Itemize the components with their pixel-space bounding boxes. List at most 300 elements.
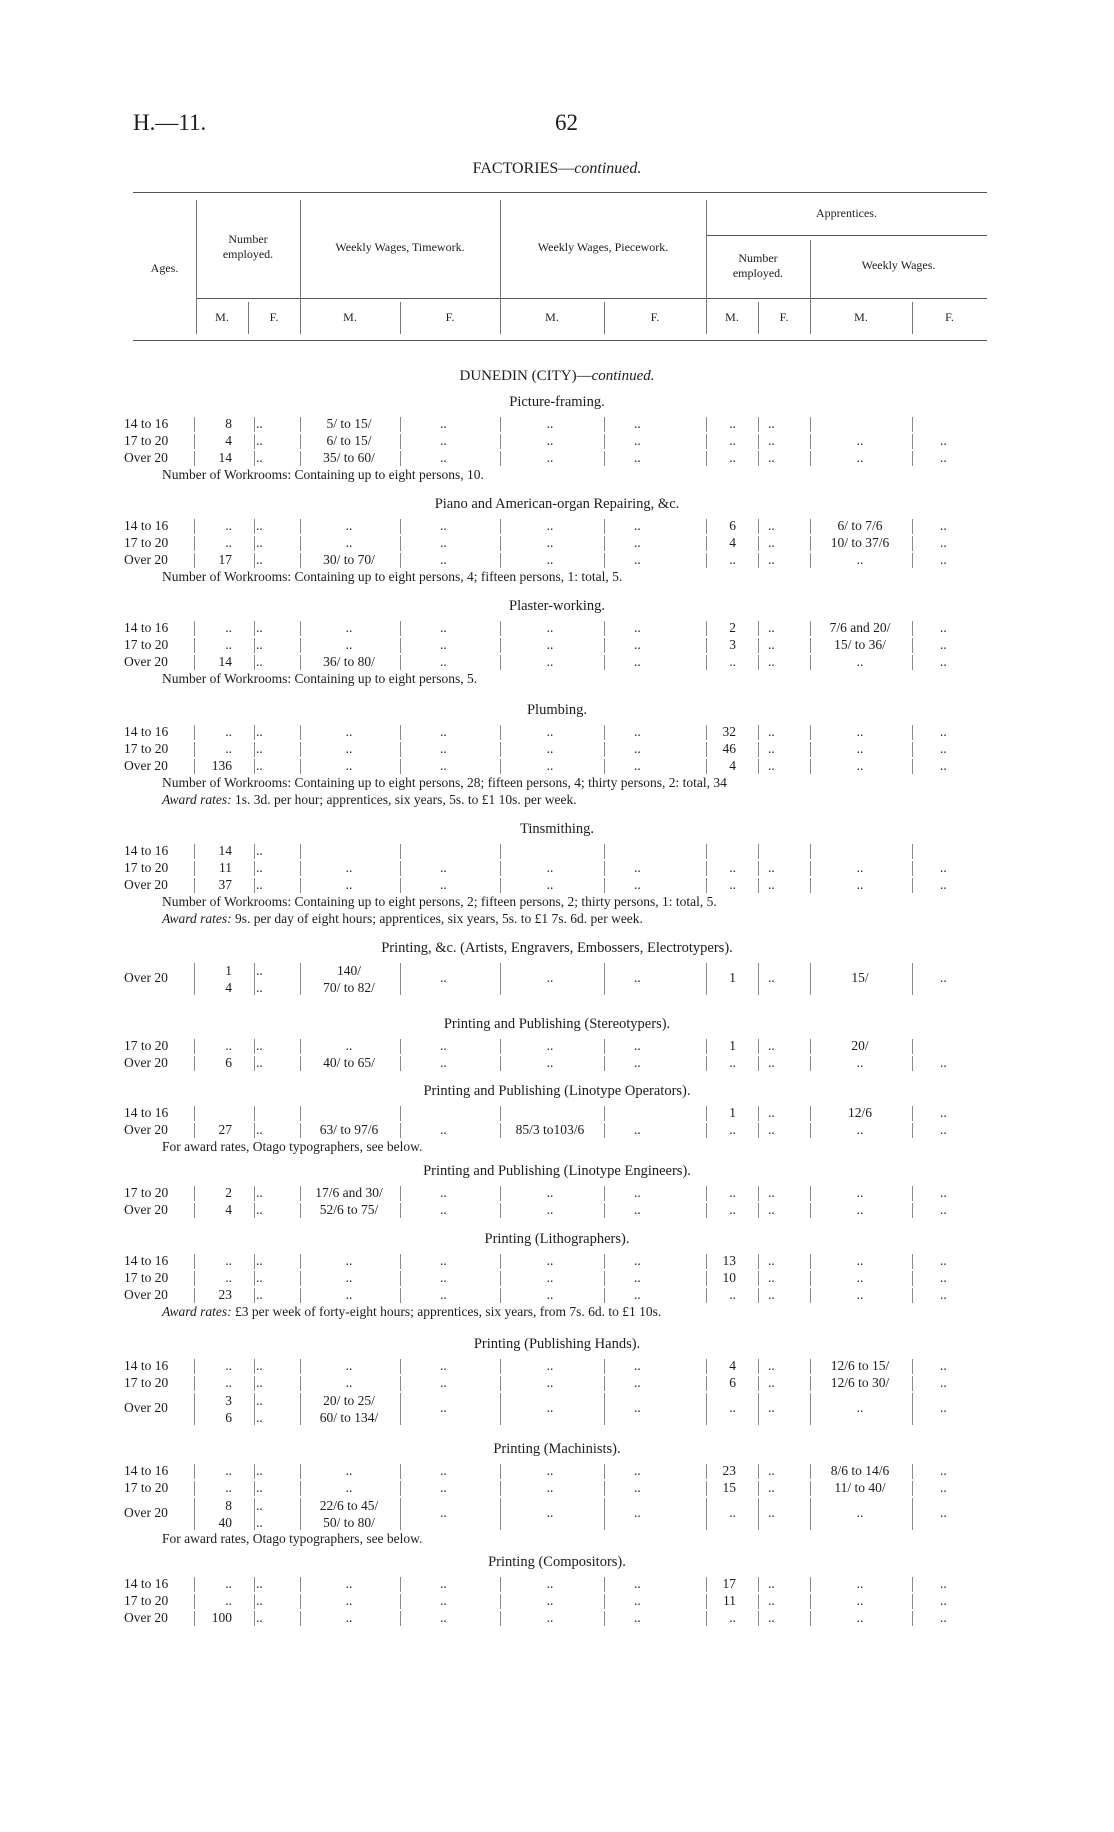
column-rule: [758, 963, 759, 995]
column-rule: [912, 1288, 913, 1303]
cell-aw-f: ..: [940, 970, 947, 985]
cell-tw-f: ..: [440, 1202, 447, 1217]
cell-tw-f: ..: [440, 758, 447, 773]
table-row: [0, 620, 1114, 637]
f-header: F.: [269, 310, 279, 324]
cell-ap-f: ..: [768, 1185, 775, 1200]
column-rule: [254, 1203, 255, 1218]
cell-line: 70/ to 82/: [323, 980, 375, 995]
cell-num-m: [196, 962, 232, 996]
cell-ap-f: ..: [768, 877, 775, 892]
cell-tw-m: ..: [345, 1463, 353, 1478]
column-rule: [912, 1577, 913, 1592]
cell-aw-m: 8/6 to 14/6: [830, 1463, 890, 1478]
cell-pw-m: ..: [546, 1480, 554, 1495]
cell-num-m: 27: [218, 1122, 232, 1137]
column-rule: [604, 434, 605, 449]
column-rule: [400, 434, 401, 449]
cell-num-f: ..: [256, 724, 263, 739]
cell-tw-f: ..: [440, 552, 447, 567]
column-rule: [194, 1271, 195, 1286]
column-rule: [194, 536, 195, 551]
column-rule: [400, 1186, 401, 1201]
cell-pw-m: ..: [546, 637, 554, 652]
cell-ap-m: ..: [729, 1505, 736, 1520]
cell-num-f: ..: [256, 860, 263, 875]
cell-age: 17 to 20: [124, 1270, 169, 1285]
table-row: [0, 860, 1114, 877]
column-rule: [400, 725, 401, 740]
section-title: Plaster-working.: [509, 598, 605, 614]
cell-line: 140/: [336, 963, 361, 978]
cell-tw-f: ..: [440, 724, 447, 739]
column-rule: [758, 434, 759, 449]
cell-aw-m: ..: [856, 1505, 864, 1520]
column-rule: [912, 536, 913, 551]
cell-age: 14 to 16: [124, 1463, 169, 1478]
apprentices-rule: [706, 235, 987, 236]
column-rule: [604, 878, 605, 893]
cell-pw-m: ..: [546, 1375, 554, 1390]
cell-pw-m: ..: [546, 1463, 554, 1478]
cell-ap-f: ..: [768, 620, 775, 635]
column-rule: [758, 638, 759, 653]
section-note: [162, 1531, 422, 1547]
cell-pw-f: ..: [634, 552, 641, 567]
cell-tw-m: ..: [345, 1593, 353, 1608]
column-rule: [912, 434, 913, 449]
column-rule: [758, 417, 759, 432]
column-rule: [400, 417, 401, 432]
cell-aw-f: ..: [940, 1505, 947, 1520]
column-rule: [912, 861, 913, 876]
column-rule: [194, 655, 195, 670]
cell-num-f: ..: [256, 1463, 263, 1478]
cell-tw-m: ..: [345, 724, 353, 739]
column-rule: [254, 861, 255, 876]
cell-num-m: 11: [219, 860, 232, 875]
table-row: [0, 962, 1114, 996]
cell-ap-f: ..: [768, 1270, 775, 1285]
cell-ap-f: ..: [768, 1202, 775, 1217]
table-row: [0, 1375, 1114, 1392]
column-rule: [194, 1039, 195, 1054]
column-rule: [758, 1393, 759, 1425]
m-header: M.: [545, 310, 559, 324]
cell-num-m: [196, 1392, 232, 1426]
cell-pw-f: ..: [634, 877, 641, 892]
cell-ap-m: 4: [729, 535, 736, 550]
cell-pw-m: ..: [546, 1610, 554, 1625]
cell-pw-f: ..: [634, 970, 641, 985]
cell-ap-m: ..: [729, 1185, 736, 1200]
number-employed-header: Number employed.: [222, 232, 274, 261]
cell-ap-f: ..: [768, 1593, 775, 1608]
column-rule: [400, 1056, 401, 1071]
cell-ap-m: 4: [729, 758, 736, 773]
cell-num-f: ..: [256, 1593, 263, 1608]
column-rule: [194, 1464, 195, 1479]
cell-ap-f: ..: [768, 741, 775, 756]
column-rule: [194, 1376, 195, 1391]
cell-age: 17 to 20: [124, 1480, 169, 1495]
section-title: Picture-framing.: [509, 394, 605, 410]
column-rule: [758, 1123, 759, 1138]
cell-ap-m: 4: [729, 1358, 736, 1373]
cell-aw-m: ..: [856, 860, 864, 875]
m-header: M.: [854, 310, 868, 324]
note-text: Number of Workrooms: Containing up to eight persons, 10.: [162, 467, 484, 482]
cell-num-f: ..: [256, 1202, 263, 1217]
cell-ap-f: ..: [768, 970, 775, 985]
cell-age: 14 to 16: [124, 518, 169, 533]
cell-age: Over 20: [124, 552, 168, 567]
cell-num-m: ..: [225, 620, 232, 635]
section-title: Piano and American-organ Repairing, &c.: [434, 496, 680, 512]
cell-tw-f: ..: [440, 518, 447, 533]
column-rule: [758, 519, 759, 534]
cell-line: 60/ to 134/: [319, 1410, 379, 1425]
cell-ap-f: ..: [768, 860, 775, 875]
section-note: [162, 1304, 661, 1320]
cell-aw-f: ..: [940, 450, 947, 465]
cell-tw-m: 35/ to 60/: [323, 450, 375, 465]
cell-aw-m: ..: [856, 1576, 864, 1591]
cell-ap-m: ..: [729, 450, 736, 465]
cell-ap-f: ..: [768, 1287, 775, 1302]
table-row: [0, 1497, 1114, 1531]
cell-ap-m: ..: [729, 552, 736, 567]
cell-tw-m: ..: [345, 741, 353, 756]
cell-tw-m: ..: [345, 1576, 353, 1591]
column-rule: [604, 1393, 605, 1425]
column-rule: [194, 963, 195, 995]
cell-ap-m: ..: [729, 1055, 736, 1070]
cell-tw-f: ..: [440, 637, 447, 652]
section-note: [162, 671, 477, 687]
cell-age: 17 to 20: [124, 1375, 169, 1390]
table-row: [0, 1610, 1114, 1627]
table-row: [0, 518, 1114, 535]
cell-age: 17 to 20: [124, 860, 169, 875]
column-rule: [400, 963, 401, 995]
column-rule: [604, 742, 605, 757]
cell-num-m: ..: [225, 1038, 232, 1053]
cell-ap-m: 11: [723, 1593, 736, 1608]
note-text: Number of Workrooms: Containing up to eight persons, 4; fifteen persons, 1: total, 5.: [162, 569, 623, 584]
cell-pw-m: ..: [546, 1185, 554, 1200]
cell-num-m: 17: [218, 552, 232, 567]
section-title: Printing and Publishing (Linotype Operators).: [423, 1083, 691, 1099]
cell-age: Over 20: [124, 1287, 168, 1302]
cell-num-f: ..: [256, 1375, 263, 1390]
cell-ap-m: 32: [722, 724, 736, 739]
column-rule: [500, 1106, 501, 1121]
cell-tw-f: ..: [440, 1593, 447, 1608]
cell-aw-m: ..: [856, 1610, 864, 1625]
cell-age: 17 to 20: [124, 741, 169, 756]
column-rule: [400, 1271, 401, 1286]
cell-ap-m: 13: [722, 1253, 736, 1268]
column-rule: [604, 1464, 605, 1479]
cell-ap-m: 6: [729, 1375, 736, 1390]
table-row: [0, 1270, 1114, 1287]
cell-aw-m: 15/: [851, 970, 869, 985]
table-row: [0, 843, 1114, 860]
cell-aw-m: ..: [856, 1593, 864, 1608]
column-rule: [758, 1577, 759, 1592]
table-row: [0, 450, 1114, 467]
cell-aw-f: ..: [940, 1253, 947, 1268]
cell-num-m: ..: [225, 637, 232, 652]
column-rule: [194, 759, 195, 774]
cell-num-f: ..: [256, 877, 263, 892]
cell-aw-f: ..: [940, 552, 947, 567]
cell-aw-m: ..: [856, 1270, 864, 1285]
column-rule: [758, 1498, 759, 1530]
cell-num-f: ..: [256, 1253, 263, 1268]
cell-ap-f: ..: [768, 433, 775, 448]
cell-age: 17 to 20: [124, 1185, 169, 1200]
cell-aw-f: ..: [940, 1122, 947, 1137]
column-rule: [912, 1254, 913, 1269]
cell-ap-m: ..: [729, 1610, 736, 1625]
column-rule: [194, 1254, 195, 1269]
column-rule: [194, 1203, 195, 1218]
f-header: F.: [650, 310, 660, 324]
column-rule: [604, 655, 605, 670]
cell-line: 50/ to 80/: [323, 1515, 375, 1530]
cell-tw-m: [300, 1497, 398, 1531]
cell-tw-m: ..: [345, 620, 353, 635]
award-rates-label: Award rates:: [162, 1304, 232, 1319]
table-row: [0, 1480, 1114, 1497]
cell-tw-m: ..: [345, 758, 353, 773]
cell-pw-m: ..: [546, 518, 554, 533]
cell-tw-f: ..: [440, 1400, 447, 1415]
cell-pw-m: ..: [546, 433, 554, 448]
cell-pw-f: ..: [634, 535, 641, 550]
column-rule: [604, 1577, 605, 1592]
cell-age: Over 20: [124, 1400, 168, 1415]
column-rule: [912, 519, 913, 534]
column-rule: [912, 1056, 913, 1071]
column-rule: [912, 1359, 913, 1374]
cell-num-m: 4: [225, 1202, 232, 1217]
column-rule: [400, 519, 401, 534]
column-rule: [400, 1039, 401, 1054]
cell-ap-f: ..: [768, 1576, 775, 1591]
cell-aw-f: ..: [940, 1270, 947, 1285]
column-rule: [758, 621, 759, 636]
cell-age: Over 20: [124, 758, 168, 773]
table-row: [0, 1463, 1114, 1480]
column-rule: [810, 844, 811, 859]
header-top-rule: [133, 192, 987, 193]
cell-tw-f: ..: [440, 620, 447, 635]
column-rule: [400, 638, 401, 653]
column-rule: [400, 1464, 401, 1479]
cell-num-f: [256, 962, 286, 996]
cell-tw-f: ..: [440, 450, 447, 465]
column-rule: [912, 1123, 913, 1138]
timework-header: Weekly Wages, Timework.: [335, 240, 465, 254]
column-rule: [758, 1288, 759, 1303]
cell-num-f: ..: [256, 1038, 263, 1053]
header-bottom-rule: [133, 340, 987, 341]
column-rule: [194, 1611, 195, 1626]
cell-age: 14 to 16: [124, 1358, 169, 1373]
cell-num-f: ..: [256, 1480, 263, 1495]
cell-pw-f: ..: [634, 1270, 641, 1285]
column-rule: [912, 1464, 913, 1479]
column-rule: [758, 655, 759, 670]
cell-num-f: ..: [256, 1122, 263, 1137]
cell-tw-m: ..: [345, 1358, 353, 1373]
cell-aw-f: ..: [940, 1202, 947, 1217]
cell-tw-m: ..: [345, 860, 353, 875]
column-rule: [912, 1611, 913, 1626]
cell-pw-f: ..: [634, 1610, 641, 1625]
table-row: [0, 741, 1114, 758]
column-rule: [604, 1203, 605, 1218]
cell-pw-m: ..: [546, 860, 554, 875]
cell-tw-m: 30/ to 70/: [323, 552, 375, 567]
cell-num-m: 6: [225, 1055, 232, 1070]
cell-tw-m: 52/6 to 75/: [319, 1202, 379, 1217]
cell-ap-m: 1: [729, 1038, 736, 1053]
column-rule: [604, 451, 605, 466]
cell-tw-m: 17/6 and 30/: [315, 1185, 383, 1200]
cell-pw-m: ..: [546, 620, 554, 635]
cell-pw-f: ..: [634, 1122, 641, 1137]
cell-num-f: ..: [256, 843, 263, 858]
cell-pw-f: ..: [634, 1287, 641, 1302]
cell-num-m: 2: [225, 1185, 232, 1200]
table-row: [0, 1105, 1114, 1122]
column-rule: [300, 844, 301, 859]
cell-pw-m: ..: [546, 535, 554, 550]
cell-ap-m: 3: [729, 637, 736, 652]
cell-tw-m: ..: [345, 1480, 353, 1495]
column-rule: [604, 1376, 605, 1391]
cell-num-m: ..: [225, 1375, 232, 1390]
column-rule: [604, 861, 605, 876]
cell-tw-m: 36/ to 80/: [323, 654, 375, 669]
cell-aw-m: 15/ to 36/: [834, 637, 886, 652]
column-rule: [758, 742, 759, 757]
cell-line: ..: [256, 1498, 263, 1513]
cell-tw-f: ..: [440, 1185, 447, 1200]
note-text: Number of Workrooms: Containing up to eight persons, 28; fifteen persons, 4; thirty persons, 2: total, 34: [162, 775, 727, 790]
cell-age: Over 20: [124, 1202, 168, 1217]
cell-aw-f: ..: [940, 1576, 947, 1591]
cell-aw-m: ..: [856, 450, 864, 465]
cell-ap-f: ..: [768, 1400, 775, 1415]
column-rule: [254, 844, 255, 859]
column-rule: [194, 1123, 195, 1138]
cell-pw-f: ..: [634, 518, 641, 533]
cell-num-m: [196, 1497, 232, 1531]
cell-tw-f: ..: [440, 860, 447, 875]
cell-pw-f: ..: [634, 1505, 641, 1520]
cell-ap-m: ..: [729, 860, 736, 875]
section-title: Printing (Publishing Hands).: [473, 1336, 641, 1352]
cell-pw-m: ..: [546, 1253, 554, 1268]
cell-aw-f: ..: [940, 1610, 947, 1625]
column-rule: [758, 1271, 759, 1286]
cell-pw-f: ..: [634, 1055, 641, 1070]
cell-age: 14 to 16: [124, 1576, 169, 1591]
column-rule: [194, 861, 195, 876]
cell-age: 17 to 20: [124, 1038, 169, 1053]
cell-line: 4: [225, 980, 232, 995]
cell-pw-f: ..: [634, 860, 641, 875]
cell-tw-m: ..: [345, 877, 353, 892]
column-rule: [400, 1498, 401, 1530]
column-rule: [758, 1376, 759, 1391]
column-rule: [400, 861, 401, 876]
column-rule: [300, 1106, 301, 1121]
column-rule: [912, 553, 913, 568]
cell-pw-m: ..: [546, 416, 554, 431]
cell-num-f: ..: [256, 450, 263, 465]
column-rule: [194, 1106, 195, 1121]
section-note: [162, 911, 643, 927]
cell-pw-m: ..: [546, 970, 554, 985]
cell-aw-f: ..: [940, 724, 947, 739]
section-note: [162, 792, 577, 808]
column-rule: [194, 1594, 195, 1609]
cell-pw-m: ..: [546, 1358, 554, 1373]
column-rule: [758, 844, 759, 859]
cell-tw-m: ..: [345, 535, 353, 550]
cell-num-m: ..: [225, 535, 232, 550]
cell-aw-f: ..: [940, 860, 947, 875]
cell-num-m: ..: [225, 1358, 232, 1373]
cell-aw-f: ..: [940, 877, 947, 892]
cell-pw-m: 85/3 to103/6: [515, 1122, 585, 1137]
cell-num-m: ..: [225, 724, 232, 739]
column-rule: [912, 1376, 913, 1391]
cell-num-m: 136: [211, 758, 232, 773]
column-rule: [912, 1203, 913, 1218]
column-rule: [400, 655, 401, 670]
cell-ap-f: ..: [768, 1480, 775, 1495]
column-rule: [254, 1611, 255, 1626]
section-title: Printing (Machinists).: [493, 1441, 621, 1457]
note-text: 9s. per day of eight hours; apprentices, six years, 5s. to £1 7s. 6d. per week.: [231, 911, 643, 926]
cell-line: 1: [225, 963, 232, 978]
cell-line: 40: [218, 1515, 232, 1530]
column-rule: [400, 878, 401, 893]
cell-aw-f: ..: [940, 758, 947, 773]
cell-aw-f: ..: [940, 1185, 947, 1200]
cell-line: 22/6 to 45/: [319, 1498, 379, 1513]
column-rule: [194, 1577, 195, 1592]
table-row: [0, 654, 1114, 671]
column-rule: [400, 1393, 401, 1425]
table-row: [0, 1185, 1114, 1202]
cell-tw-m: ..: [345, 518, 353, 533]
column-rule: [254, 621, 255, 636]
note-text: Number of Workrooms: Containing up to eight persons, 5.: [162, 671, 478, 686]
cell-line: ..: [256, 1515, 263, 1530]
column-rule: [254, 1498, 255, 1530]
cell-pw-f: ..: [634, 1253, 641, 1268]
cell-num-m: ..: [225, 1480, 232, 1495]
column-rule: [604, 621, 605, 636]
